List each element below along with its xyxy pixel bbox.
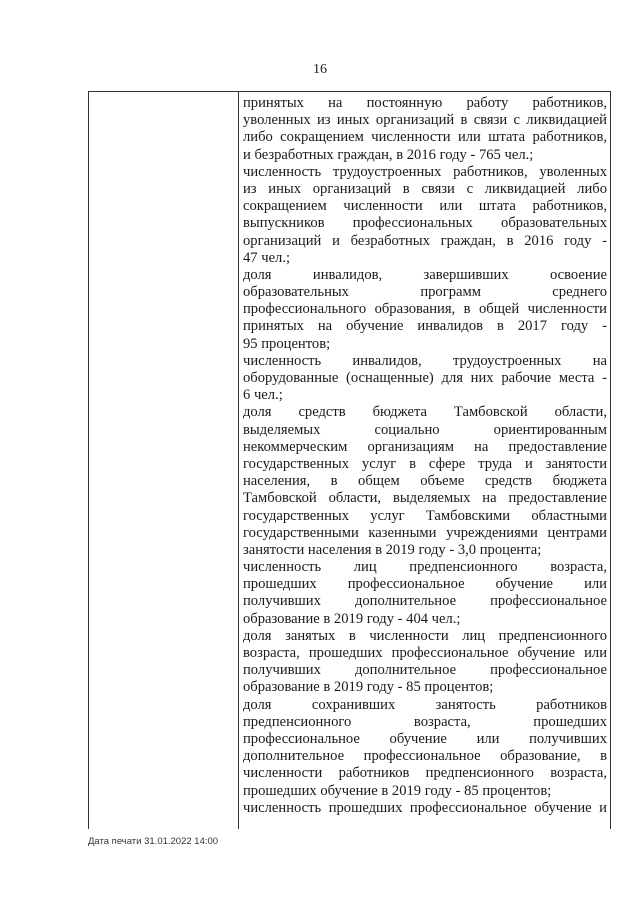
text-line: государственными казенными учреждениями центрами <box>243 524 607 541</box>
text-line: профессиональное обучение или получивших <box>243 730 607 747</box>
print-date: Дата печати 31.01.2022 14:00 <box>88 836 219 847</box>
text-line: государственных услуг Тамбовскими областными <box>243 507 607 524</box>
text-line: доля средств бюджета Тамбовской области, <box>243 404 607 421</box>
text-line: занятости населения в 2019 году - 3,0 процента; <box>243 541 542 558</box>
text-line: доля занятых в численности лиц предпенсионного <box>243 627 607 644</box>
text-line: возраста, прошедших профессиональное обучение или <box>243 645 607 661</box>
text-line: уволенных из иных организаций в связи с ликвидацией <box>243 112 607 129</box>
text-line: и безработных граждан, в 2016 году - 765 чел.; <box>243 146 534 163</box>
text-line: численность прошедших профессиональное обучение и <box>243 799 607 816</box>
text-line: 95 процентов; <box>243 335 331 352</box>
text-line: 47 чел.; <box>243 249 291 266</box>
page-number: 16 <box>313 62 327 77</box>
text-line: дополнительное профессиональное образование, в <box>243 748 607 765</box>
text-line: некоммерческим организациям на предоставление <box>243 438 607 455</box>
text-line: оборудованные (оснащенные) для них рабочие места - <box>243 370 607 386</box>
text-line: получивших дополнительное профессиональное <box>243 593 607 610</box>
text-line: 6 чел.; <box>243 387 283 404</box>
text-line: доля сохранивших занятость работников <box>243 696 607 713</box>
text-line: численности работников предпенсионного возраста, <box>243 765 607 782</box>
text-line: образовательных программ среднего <box>243 284 607 301</box>
text-line: организаций и безработных граждан, в 2016 году - <box>243 232 607 249</box>
text-line: выделяемых социально ориентированным <box>243 421 607 438</box>
text-line: численность лиц предпенсионного возраста, <box>243 559 607 576</box>
text-line: образование в 2019 году - 404 чел.; <box>243 610 461 627</box>
text-line: доля инвалидов, завершивших освоение <box>243 266 607 283</box>
text-line: Тамбовской области, выделяемых на предоставление <box>243 490 607 507</box>
text-line: получивших дополнительное профессиональное <box>243 662 607 679</box>
text-line: предпенсионного возраста, прошедших <box>243 713 607 730</box>
table-column-divider <box>238 91 239 829</box>
text-line: образование в 2019 году - 85 процентов; <box>243 679 494 696</box>
text-line: населения, в общем объеме средств бюджета <box>243 473 607 490</box>
text-line: принятых на постоянную работу работников, <box>243 95 607 111</box>
text-line: либо сокращением численности или штата работников, <box>243 129 607 146</box>
text-line: сокращением численности или штата работников, <box>243 198 607 215</box>
text-line: из иных организаций в связи с ликвидацией либо <box>243 180 607 197</box>
text-line: численность инвалидов, трудоустроенных на <box>243 352 607 369</box>
text-line: государственных услуг в сфере труда и занятости <box>243 455 607 472</box>
text-line: прошедших профессиональное обучение или <box>243 576 607 593</box>
text-line: численность трудоустроенных работников, уволенных <box>243 163 607 180</box>
text-line: выпускников профессиональных образовательных <box>243 215 607 232</box>
text-line: профессионального образования, в общей численности <box>243 301 607 318</box>
text-line: принятых на обучение инвалидов в 2017 году - <box>243 318 607 335</box>
text-line: прошедших обучение в 2019 году - 85 процентов; <box>243 782 552 799</box>
table-text-cell <box>243 95 607 817</box>
